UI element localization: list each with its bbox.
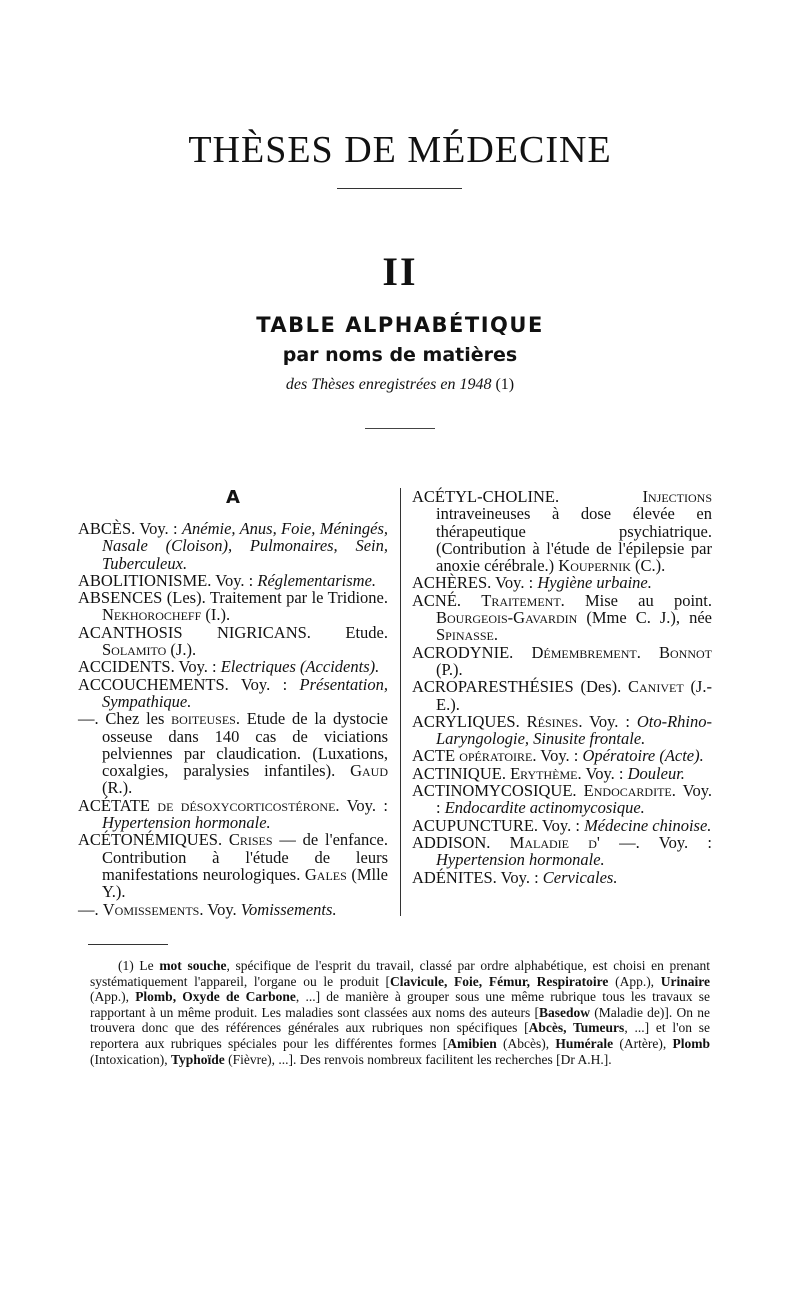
text-run: Bonnot <box>659 642 712 662</box>
text-run: Gaud <box>350 761 388 781</box>
text-run: (Abcès), <box>496 1035 556 1051</box>
text-run: Douleur. <box>627 763 685 783</box>
text-run: (Intoxication), <box>90 1051 171 1067</box>
table-note-text: des Thèses enregistrées en 1948 <box>285 376 492 393</box>
text-run: ACTINOMYCOSIQUE. <box>412 781 584 801</box>
index-column-right <box>412 488 712 886</box>
index-entry <box>78 572 388 589</box>
text-run: . Mise au point. <box>560 590 712 610</box>
text-run: Electriques (Accidents). <box>220 657 380 677</box>
text-run: Typhoïde <box>170 1051 225 1067</box>
text-run: mot souche <box>159 958 227 973</box>
text-run: Koupernik <box>558 556 631 576</box>
text-run: ACTINIQUE. <box>412 763 511 783</box>
text-run: ACRYLIQUES. <box>412 711 527 731</box>
text-run: Endocardite actinomycosique. <box>444 798 645 818</box>
text-run: (J.-E.). <box>436 677 712 714</box>
text-run: . <box>636 642 659 662</box>
text-run: . Voy. : <box>578 711 637 731</box>
index-entry <box>78 901 388 918</box>
text-run: Hygiène urbaine. <box>537 573 652 593</box>
column-divider <box>400 488 401 916</box>
text-run: ADDISON. <box>412 832 510 852</box>
text-run: . Etude de la dystocie osseuse dans 140 cas de viciations pelviennes par claudication. (Luxations, coxalgies, paralysies infantiles). <box>102 709 388 781</box>
index-entry <box>412 592 712 644</box>
text-run: . <box>493 625 498 645</box>
text-run: (R.). <box>102 778 133 798</box>
text-run: de désoxycorticostérone <box>157 795 336 815</box>
text-run: ABSENCES (Les). Traitement par le Tridione. <box>78 588 388 608</box>
text-run: ACANTHOSIS NIGRICANS. Etude. <box>78 622 388 642</box>
text-run: Médecine chinoise. <box>584 815 712 835</box>
text-run: . Voy. <box>199 899 241 919</box>
section-letter: A <box>226 487 240 508</box>
text-run: ACÉTONÉMIQUES. <box>78 830 229 850</box>
document-title: THÈSES DE MÉDECINE <box>188 129 612 171</box>
text-run: Maladie d' <box>509 832 600 852</box>
text-run: Vomissements <box>102 899 200 919</box>
text-run: . Voy. : <box>532 746 583 766</box>
footnote-ref: (1) <box>495 376 515 393</box>
text-run: Vomissements. <box>240 899 337 919</box>
index-entry <box>412 817 712 834</box>
text-run: Résines <box>526 711 579 731</box>
text-run: Présentation, Sympathique. <box>102 674 388 711</box>
index-entry <box>412 644 712 679</box>
text-run: —. <box>78 899 103 919</box>
text-run: Bourgeois-Gavardin <box>436 608 578 628</box>
index-entry <box>78 676 388 711</box>
text-run: Plomb <box>672 1035 711 1051</box>
text-run: Amibien <box>447 1035 497 1051</box>
table-subtitle: par noms de matières <box>282 344 518 366</box>
text-run: Solamito <box>102 640 167 660</box>
text-run: ACRODYNIE. <box>412 642 532 662</box>
text-run: ACUPUNCTURE. Voy. : <box>412 815 585 835</box>
text-run: ACROPARESTHÉSIES (Des). <box>412 677 628 697</box>
index-entry <box>78 831 388 900</box>
section-divider <box>365 428 435 429</box>
text-run: boiteuses <box>171 709 236 729</box>
text-run: Humérale <box>555 1035 614 1051</box>
text-run: ABOLITIONISME. Voy. : <box>78 570 258 590</box>
text-run: Clavicule, Foie, Fémur, Respiratoire <box>390 973 609 989</box>
text-run: Démembrement <box>531 642 637 662</box>
index-entry <box>78 624 388 659</box>
text-run: (Artère), <box>613 1035 673 1051</box>
index-entry <box>412 782 712 817</box>
text-run: Anémie, Anus, Foie, Méningés, Nasale (Cloison), Pulmonaires, Sein, Tuberculeux. <box>102 519 388 573</box>
index-entry <box>412 574 712 591</box>
text-run: ABCÈS. Voy. : <box>78 519 182 538</box>
title-divider <box>337 188 462 189</box>
text-run: (App.), <box>608 973 661 989</box>
text-run: . Voy. : <box>436 781 713 818</box>
text-run: Hypertension hormonale. <box>436 850 605 870</box>
text-run: , ...] de manière à grouper sous une même rubrique tous les travaux se rapportant à un même produit. Les maladies sont classées aux noms des auteurs [ <box>90 989 710 1020</box>
index-entry <box>412 488 712 574</box>
index-entry <box>78 589 388 624</box>
text-run: Endocardite <box>583 781 672 801</box>
index-entry <box>78 710 388 796</box>
text-run: —. Voy. : <box>599 832 712 852</box>
text-run: ACÉTATE <box>78 795 158 815</box>
text-run: . Voy. : <box>577 763 628 783</box>
text-run: Injections <box>642 487 712 506</box>
index-column-left <box>78 520 388 918</box>
text-run: Spinasse <box>436 625 494 645</box>
text-run: Hypertension hormonale. <box>102 813 271 833</box>
text-run: Cervicales. <box>542 867 618 887</box>
index-entry <box>412 834 712 869</box>
text-run: —. Chez les <box>78 709 172 729</box>
text-run: , ...] et l'on se reportera aux rubriques spéciales pour les différentes formes [ <box>90 1020 711 1051</box>
text-run: ACHÈRES. Voy. : <box>412 573 538 593</box>
text-run: (Fièvre), ...]. Des renvois nombreux facilitent les recherches [Dr A.H.]. <box>224 1051 612 1067</box>
footnote <box>90 958 710 1067</box>
text-run: Gales <box>304 864 347 884</box>
text-run: ACCOUCHEMENTS. Voy. : <box>78 674 300 694</box>
text-run: Erythème <box>510 763 578 783</box>
text-run: (Mlle Y.). <box>102 864 388 902</box>
text-run: ACCIDENTS. Voy. : <box>78 657 221 677</box>
text-run: Canivet <box>628 677 684 697</box>
text-run: ACÉTYL-CHOLINE. <box>412 487 643 506</box>
text-run: — de l'enfance. Contribution à l'étude de leurs manifestations neurologiques. <box>102 830 388 884</box>
part-number: II <box>382 249 418 294</box>
index-entry <box>412 765 712 782</box>
text-run: ADÉNITES. Voy. : <box>412 867 543 887</box>
text-run: Urinaire <box>660 973 710 989</box>
text-run: Crises <box>228 830 273 850</box>
text-run: Traitement <box>481 590 561 610</box>
index-entry <box>412 869 712 886</box>
text-run: (J.). <box>166 640 197 660</box>
text-run: Réglementarisme. <box>257 570 377 590</box>
text-run: (Maladie de)]. On ne trouvera donc que des références générales aux rubriques non spécifiques [ <box>90 1004 710 1036</box>
text-run: (C.). <box>630 556 666 576</box>
footnote-rule <box>88 944 168 945</box>
index-entry <box>78 658 388 675</box>
text-run: Basedow <box>538 1004 590 1020</box>
index-entry <box>412 747 712 764</box>
text-run: (App.), <box>90 989 136 1005</box>
text-run: Opératoire (Acte). <box>582 746 704 766</box>
text-run: (I.). <box>201 605 231 625</box>
index-entry <box>412 713 712 748</box>
text-run: (Mme C. J.), née <box>577 608 712 628</box>
table-note <box>0 376 800 394</box>
text-run: (P.). <box>436 659 463 679</box>
text-run: ACTE <box>412 746 460 766</box>
index-entry <box>78 520 388 572</box>
table-title: TABLE ALPHABÉTIQUE <box>256 313 544 337</box>
text-run: Plomb, Oxyde de Carbone <box>135 989 296 1005</box>
text-run: intraveineuses à dose élevée en thérapeutique psychiatrique. (Contribution à l'étude de l'épilepsie par anoxie cérébrale.) <box>436 504 712 576</box>
text-run: ACNÉ. <box>412 590 482 610</box>
text-run: , spécifique de l'esprit du travail, classé par ordre alphabétique, est choisi en prenant systématiquement l'appareil, l'organe ou le produit [ <box>90 958 710 989</box>
text-run: (1) Le <box>118 958 160 973</box>
index-entry <box>412 678 712 713</box>
text-run: Oto-Rhino-Laryngologie, Sinusite frontale. <box>436 711 712 749</box>
text-run: Nekhorocheff <box>102 605 202 625</box>
index-entry <box>78 797 388 832</box>
text-run: opératoire <box>459 746 533 766</box>
text-run: Abcès, Tumeurs <box>528 1020 625 1036</box>
text-run: . Voy. : <box>335 795 388 815</box>
